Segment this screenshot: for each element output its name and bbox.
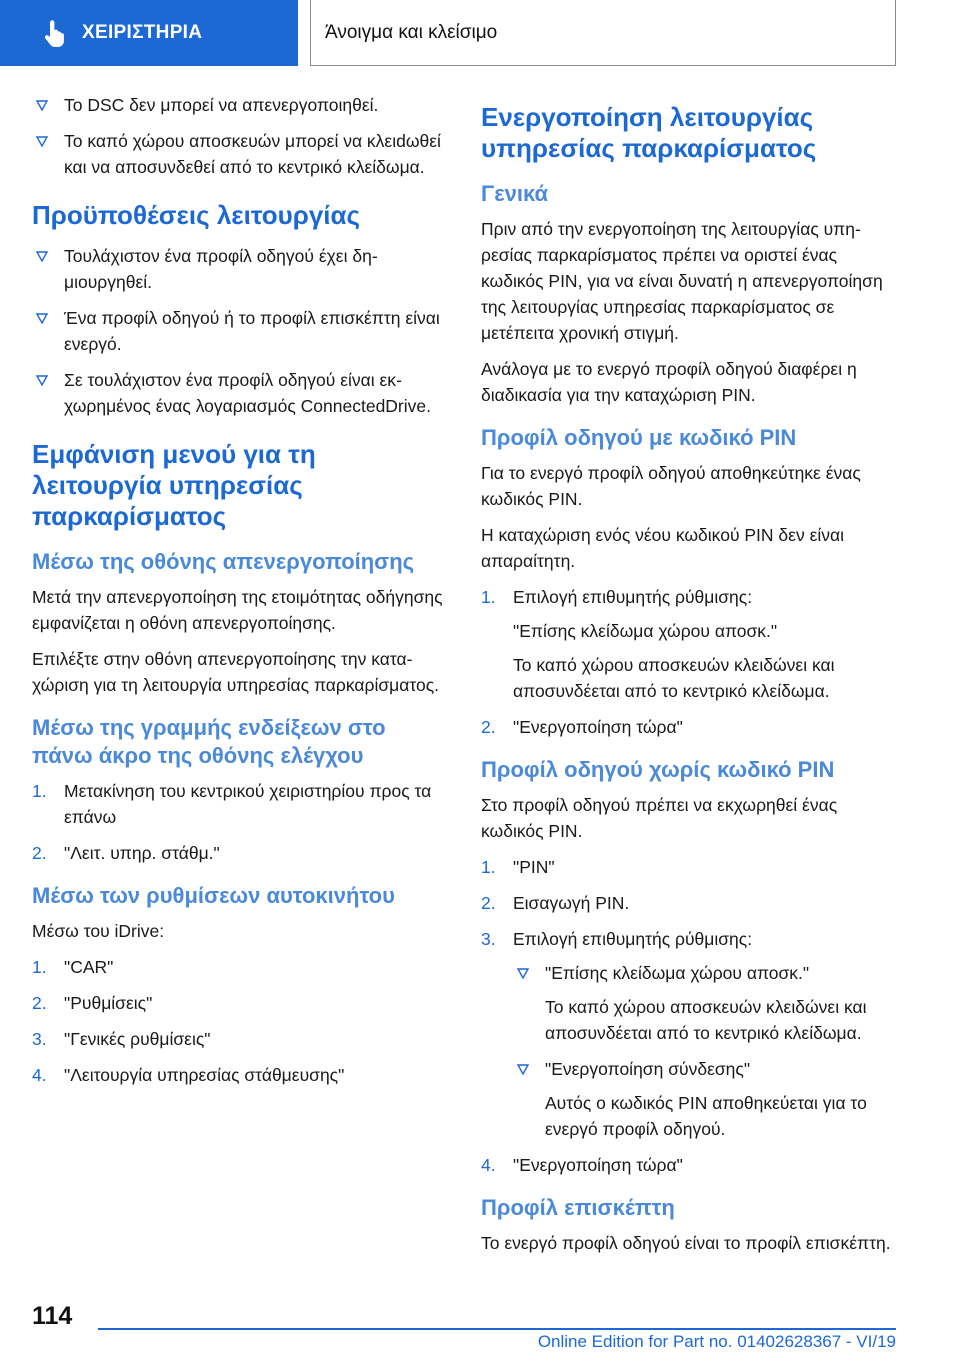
status-bar-steps [32, 778, 450, 866]
triangle-bullet-icon [36, 375, 48, 386]
step-detail: "Επίσης κλείδωμα χώρου αποσκ." [513, 621, 778, 641]
section-tab [0, 0, 298, 66]
heading-general: Γενικά [481, 181, 549, 206]
chapter-title: Άνοιγμα και κλείσιμο [325, 21, 498, 43]
triangle-bullet-icon [36, 313, 48, 324]
heading-via-shutdown-screen: Μέσω της οθόνης απενεργοποίησης [32, 549, 415, 574]
without-pin-steps [481, 854, 901, 1178]
paragraph: Μετά την απενεργοποίηση της ετοιμότητας οδήγησης εμφανίζεται η οθόνη απενεργοποίησης. [32, 587, 443, 633]
paragraph: Ανάλογα με το ενεργό προφίλ οδηγού διαφέρει η διαδικασία για την καταχώριση PIN. [481, 359, 857, 405]
chapter-header [310, 0, 896, 66]
prerequisites-list [32, 243, 450, 419]
step-number: 3. [481, 929, 496, 949]
step-number: 4. [32, 1065, 47, 1085]
list-item: 1. "CAR" [32, 954, 450, 980]
triangle-bullet-icon [517, 1064, 529, 1075]
list-item: 3. "Γενικές ρυθμίσεις" [32, 1026, 450, 1052]
list-item: 4. "Ενεργοποίηση τώρα" [481, 1152, 901, 1178]
list-item: Σε τουλάχιστον ένα προφίλ οδηγού είναι εκχωρημένος ένας λογαριασμός ConnectedDrive. [32, 367, 450, 419]
edition-note: Online Edition for Part no. 01402628367 - VI/19 [537, 1332, 896, 1351]
heading-prerequisites: Προϋποθέσεις λειτουργίας [32, 200, 361, 230]
step-detail: Το καπό χώρου αποσκευών κλειδώνει και αποσυνδέεται από το κεντρικό κλείδωμα. [545, 997, 867, 1043]
list-item: 1. "PIN" [481, 854, 901, 880]
with-pin-steps [481, 584, 901, 740]
heading-profile-without-pin: Προφίλ οδηγού χωρίς κωδικό PIN [481, 757, 835, 782]
step-number: 2. [32, 843, 47, 863]
left-column [32, 92, 450, 1098]
paragraph: Η καταχώριση ενός νέου κωδικού PIN δεν είναι απαραίτητη. [481, 525, 845, 571]
step-number: 2. [32, 993, 47, 1013]
step-number: 2. [481, 717, 496, 737]
page-footer [0, 1300, 960, 1362]
step-number: 2. [481, 893, 496, 913]
heading-guest-profile: Προφίλ επισκέπτη [481, 1195, 675, 1220]
step-number: 1. [32, 781, 47, 801]
list-item: Το καπό χώρου αποσκευών μπορεί να κλειdωθεί και να αποσυνδεθεί από το κεντρικό κλείδωμα. [32, 128, 450, 180]
heading-activate-valet: Ενεργοποίηση λειτουργίας υπηρεσίας παρκαρίσματος [481, 102, 817, 163]
paragraph: Μέσω του iDrive: [32, 921, 165, 941]
list-item: 2. "Λειτ. υπηρ. στάθμ." [32, 840, 450, 866]
right-column [481, 92, 901, 1266]
list-item: "Ενεργοποίηση σύνδεσης" Αυτός ο κωδικός PIN αποθηκεύεται για το ενεργό προφίλ οδηγού. [513, 1056, 901, 1142]
list-item: 2. Εισαγωγή PIN. [481, 890, 901, 916]
heading-via-status-bar: Μέσω της γραμμής ενδείξεων στο πάνω άκρο της οθόνης ελέγχου [32, 715, 386, 768]
step-number: 1. [481, 587, 496, 607]
list-item: Τουλάχιστον ένα προφίλ οδηγού έχει δημιουργηθεί. [32, 243, 450, 295]
list-item: 2. "Ενεργοποίηση τώρα" [481, 714, 901, 740]
heading-show-menu: Εμφάνιση μενού για τη λειτουργία υπηρεσίας παρκαρίσματος [32, 439, 316, 531]
paragraph: Για το ενεργό προφίλ οδηγού αποθηκεύτηκε ένας κωδικός PIN. [481, 463, 861, 509]
list-item: Ένα προφίλ οδηγού ή το προφίλ επισκέπτη είναι ενεργό. [32, 305, 450, 357]
triangle-bullet-icon [36, 136, 48, 147]
list-item: "Επίσης κλείδωμα χώρου αποσκ." Το καπό χώρου αποσκευών κλειδώνει και αποσυνδέεται από το κεντρικό κλείδωμα. [513, 960, 901, 1046]
step-number: 3. [32, 1029, 47, 1049]
heading-via-vehicle-settings: Μέσω των ρυθμίσεων αυτοκινήτου [32, 883, 395, 908]
triangle-bullet-icon [517, 968, 529, 979]
heading-profile-with-pin: Προφίλ οδηγού με κωδικό PIN [481, 425, 797, 450]
settings-steps [32, 954, 450, 1088]
step-detail: Αυτός ο κωδικός PIN αποθηκεύεται για το ενεργό προφίλ οδηγού. [545, 1093, 867, 1139]
list-item: Το DSC δεν μπορεί να απενεργοποιηθεί. [32, 92, 450, 118]
intro-bullet-list [32, 92, 450, 180]
hand-pointer-icon [42, 18, 68, 48]
paragraph: Επιλέξτε στην οθόνη απενεργοποίησης την καταχώριση για τη λειτουργία υπηρεσίας παρκαρίσματος. [32, 649, 440, 695]
step-number: 4. [481, 1155, 496, 1175]
page-header [0, 0, 960, 66]
paragraph: Στο προφίλ οδηγού πρέπει να εκχωρηθεί ένας κωδικός PIN. [481, 795, 838, 841]
step-number: 1. [481, 857, 496, 877]
list-item: 4. "Λειτουργία υπηρεσίας στάθμευσης" [32, 1062, 450, 1088]
settings-options-list [513, 960, 901, 1142]
section-label: ΧΕΙΡΙΣΤΗΡΙΑ [82, 22, 203, 43]
page-number: 114 [32, 1302, 73, 1330]
list-item: 1. Επιλογή επιθυμητής ρύθμισης: "Επίσης κλείδωμα χώρου αποσκ." Το καπό χώρου αποσκευών κλειδώνει και αποσυνδέεται από το κεντρικό κλείδωμα. [481, 584, 901, 704]
step-number: 1. [32, 957, 47, 977]
paragraph: Το ενεργό προφίλ οδηγού είναι το προφίλ επισκέπτη. [481, 1233, 891, 1253]
triangle-bullet-icon [36, 251, 48, 262]
triangle-bullet-icon [36, 100, 48, 111]
paragraph: Πριν από την ενεργοποίηση της λειτουργίας υπηρεσίας παρκαρίσματος πρέπει να οριστεί ένας κωδικός PIN, για να είναι δυνατή η απενεργοποίηση της λειτουργίας υπηρεσίας παρκαρίσματος σε μετέπειτα χρονική στιγμή. [481, 219, 883, 343]
list-item: 3. Επιλογή επιθυμητής ρύθμισης: "Επίσης κλείδωμα χώρου αποσκ." Το καπό χώρου αποσκευών κλειδώνει και αποσυνδέεται από το κεντρικό κλείδωμα. "Ενεργοποίηση σύνδεσης" Αυτός ο κωδικός PIN αποθηκεύεται για το ενεργό προφίλ οδηγού. [481, 926, 901, 1142]
step-detail: Το καπό χώρου αποσκευών κλειδώνει και αποσυνδέεται από το κεντρικό κλείδωμα. [513, 655, 835, 701]
list-item: 2. "Ρυθμίσεις" [32, 990, 450, 1016]
list-item: 1. Μετακίνηση του κεντρικού χειριστηρίου προς τα επάνω [32, 778, 450, 830]
footer-divider [98, 1328, 896, 1330]
